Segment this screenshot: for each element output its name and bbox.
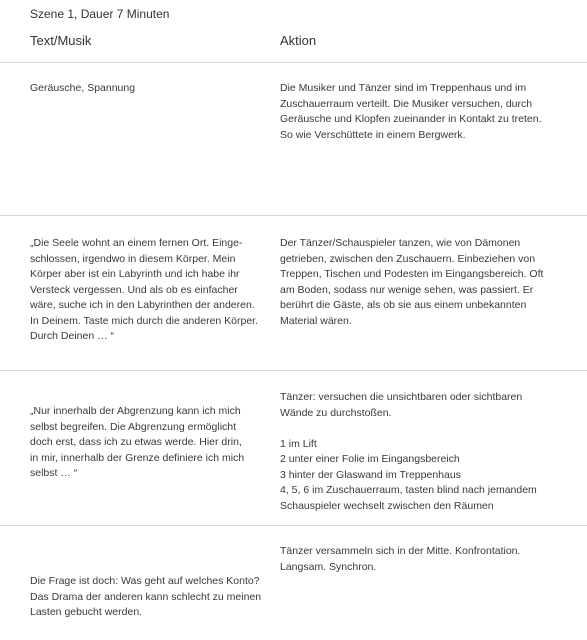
column-header-action: Aktion (280, 33, 317, 48)
scene-title: Szene 1, Dauer 7 Minuten (30, 7, 170, 21)
row-1-action: Die Musiker und Tänzer sind im Treppenhaus und im Zuschauerraum verteilt. Die Musiker versuchen, durch Geräusche und Klopfen zueinander in Kontakt zu treten. So wie Verschüttete in einem Bergwerk. (280, 82, 542, 141)
row-4-action: Tänzer versammeln sich in der Mitte. Konfrontation. Langsam. Synchron. (280, 545, 521, 573)
row-divider (0, 215, 587, 216)
row-divider (0, 525, 587, 526)
row-4-text: Die Frage ist doch: Was geht auf welches Konto? Das Drama der anderen kann schlecht zu meinen Lasten gebucht werden. (30, 575, 262, 618)
row-1-text: Geräusche, Spannung (30, 82, 136, 94)
row-3-text: „Nur innerhalb der Abgrenzung kann ich mich selbst begreifen. Die Abgrenzung ermöglicht doch erst, dass ich zu etwas werde. Hier drin, in mir, innerhalb der Grenze definiere ich mich selbst … “ (30, 405, 245, 479)
row-divider (0, 62, 587, 63)
row-2-text: „Die Seele wohnt an einem fernen Ort. Einge- schlossen, irgendwo in diesem Körper. Mein Körper aber ist ein Labyrinth und ich habe ihr Versteck vergessen. Und als ob es einfacher wäre, suche ich in den Labyrinthen der anderen. In Deinem. Taste mich durch die anderen Körper. Durch Deinen … “ (30, 237, 259, 342)
row-divider (0, 370, 587, 371)
row-2-action: Der Tänzer/Schauspieler tanzen, wie von Dämonen getrieben, zwischen den Zuschauern. Einbeziehen von Treppen, Tischen und Podesten im Eingangsbereich. Oft am Boden, sodass nur wenige sehen, was passiert. Er berührt die Gäste, als ob sie aus einem unbekannten Material wären. (280, 237, 544, 327)
row-3-action: Tänzer: versuchen die unsichtbaren oder sichtbaren Wände zu durchstoßen. 1 im Lift 2 unter einer Folie im Eingangsbereich 3 hinter der Glaswand im Treppenhaus 4, 5, 6 im Zuschauerraum, tasten blind nach jemandem Schauspieler wechselt zwischen den Räumen (280, 391, 537, 512)
column-header-text-music: Text/Musik (30, 33, 92, 48)
